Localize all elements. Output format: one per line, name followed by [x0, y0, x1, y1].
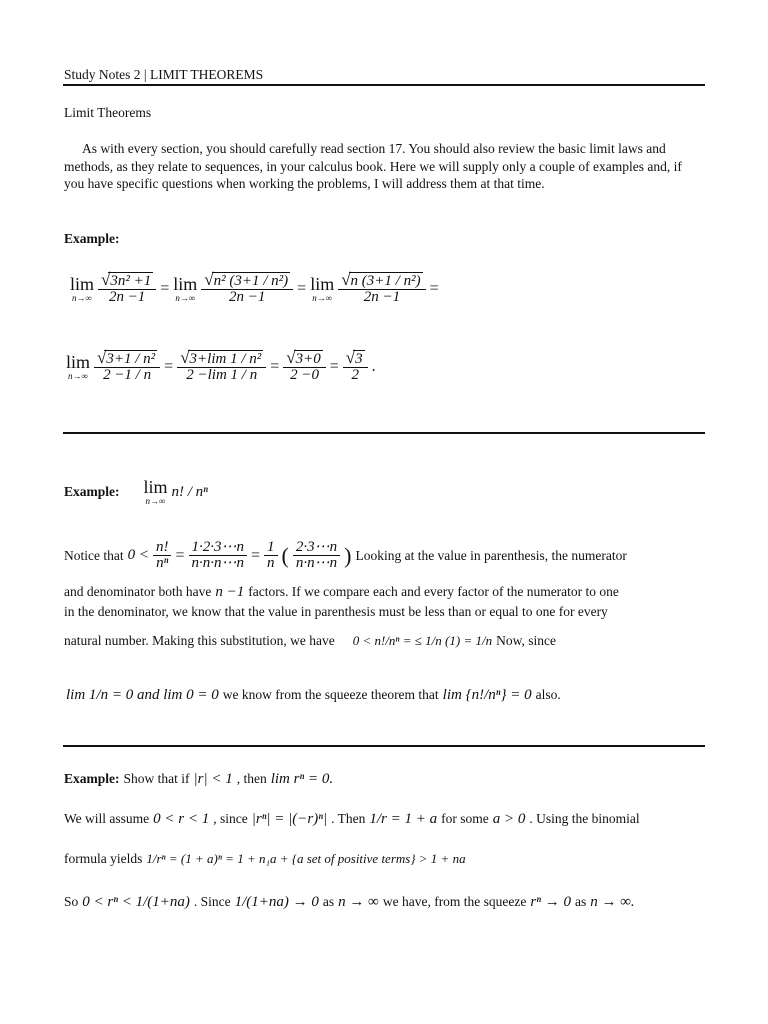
example-2-label: Example: [64, 484, 120, 499]
fraction: $\frac{\text{√3+1 / n²}}{2 -1 / n}$ [94, 350, 160, 383]
fraction: $\frac{\text{√n² (3+1 / n²)}}{2n -1}$ [201, 272, 293, 305]
assume-line: We will assume 0 < r < 1 , since |rⁿ| = |(−r)ⁿ| . Then 1/r = 1 + a for some a > 0 . Using the binomial [64, 810, 640, 827]
substitution-line: natural number. Making this substitution, we have 0 < n!/nⁿ = ≤ 1/n (1) = 1/n Now, since [64, 633, 556, 648]
fraction: $\frac{\text{√3+lim 1 / n²}}{2 -\lim 1 / n}$ [177, 350, 266, 383]
fraction: $\frac{1}{n}$ [264, 540, 278, 571]
fraction: $\frac{√3+0}{2 -0}$ [283, 350, 325, 383]
section-divider-2 [63, 745, 705, 747]
fraction: $\frac{\text{√n (3+1 / n²)}}{2n -1}$ [338, 272, 425, 305]
example-3-label: Example: [64, 771, 120, 786]
binomial-line: formula yields 1/rⁿ = (1 + a)ⁿ = 1 + n₁a + {a set of positive terms} > 1 + na [64, 851, 466, 866]
limit-operator: lim n→∞ [173, 273, 198, 303]
example-1-line-2: lim n→∞ $\frac{\text{√3+1 / n²}}{2 -1 / n}$ = $\frac{\text{√3+lim 1 / n²}}{2 -\lim 1 / n}$ = $\frac{√3+0}{2 -0}$ = $\frac{√3}{2}$ . [66, 348, 376, 383]
conclusion-line: So 0 < rⁿ < 1/(1+na) . Since 1/(1+na) → 0 as n → ∞ we have, from the squeeze rⁿ → 0 as n → ∞. [64, 893, 635, 910]
fraction: $\frac{n!}{\text{nⁿ}}$ [153, 540, 172, 571]
header-rule [63, 84, 705, 86]
example-2-header [64, 478, 208, 506]
limit-operator: lim n→∞ [310, 273, 335, 303]
squeeze-line: lim 1/n = 0 and lim 0 = 0 we know from the squeeze theorem that lim {n!/nⁿ} = 0 also. [66, 686, 561, 703]
notice-line: Notice that 0 < $\frac{n!}{\text{nⁿ}}$ = $\frac{1\cdot 2\cdot 3\cdots n}{n\cdot n\cdot n\cdots n}$ = $\frac{1}{n}$ ( $\frac{2\cdot 3\cdots n}{n\cdot n\cdots n}$ ) Looking at the value in parenthesis, the numerator [64, 539, 627, 571]
factors-line: and denominator both have n −1 factors. If we compare each and every factor of the numerator to one [64, 583, 619, 600]
fraction: $\frac{\text{√3n² +1}}{2n -1}$ [98, 272, 156, 305]
limit-operator: lim n→∞ [143, 477, 168, 506]
example-1-line-1: lim n→∞ $\frac{\text{√3n² +1}}{2n -1}$ = lim n→∞ $\frac{\text{√n² (3+1 / n²)}}{2n -1}$ = lim n→∞ $\frac{\text{√n (3+1 / n²)}}{2n -1}$ = [70, 270, 439, 305]
intro-paragraph: As with every section, you should carefully read section 17. You should also review the basic limit laws and methods, as they relate to sequences, in your calculus book. Here we will supply only a couple of examples and, if you have specific questions when working the problems, I will address them at that time. [64, 141, 682, 191]
example-1-label: Example: [64, 231, 120, 246]
fraction: $\frac{1\cdot 2\cdot 3\cdots n}{n\cdot n\cdot n\cdots n}$ [189, 540, 248, 571]
example-3-statement: Example: Show that if |r| < 1 , then lim rⁿ = 0. [64, 770, 334, 787]
section-heading: Limit Theorems [64, 105, 152, 120]
section-divider [63, 432, 705, 434]
fraction: $\frac{2\cdot 3\cdots n}{n\cdot n\cdots n}$ [293, 540, 340, 571]
limit-operator: lim n→∞ [66, 351, 91, 381]
compare-line: in the denominator, we know that the value in parenthesis must be less than or equal to one for every [64, 604, 608, 619]
limit-operator: lim n→∞ [70, 273, 95, 303]
header-title: Study Notes 2 | LIMIT THEOREMS [64, 67, 264, 82]
example-2-expression: n! / nⁿ [171, 483, 208, 500]
fraction: $\frac{√3}{2}$ [343, 350, 368, 383]
